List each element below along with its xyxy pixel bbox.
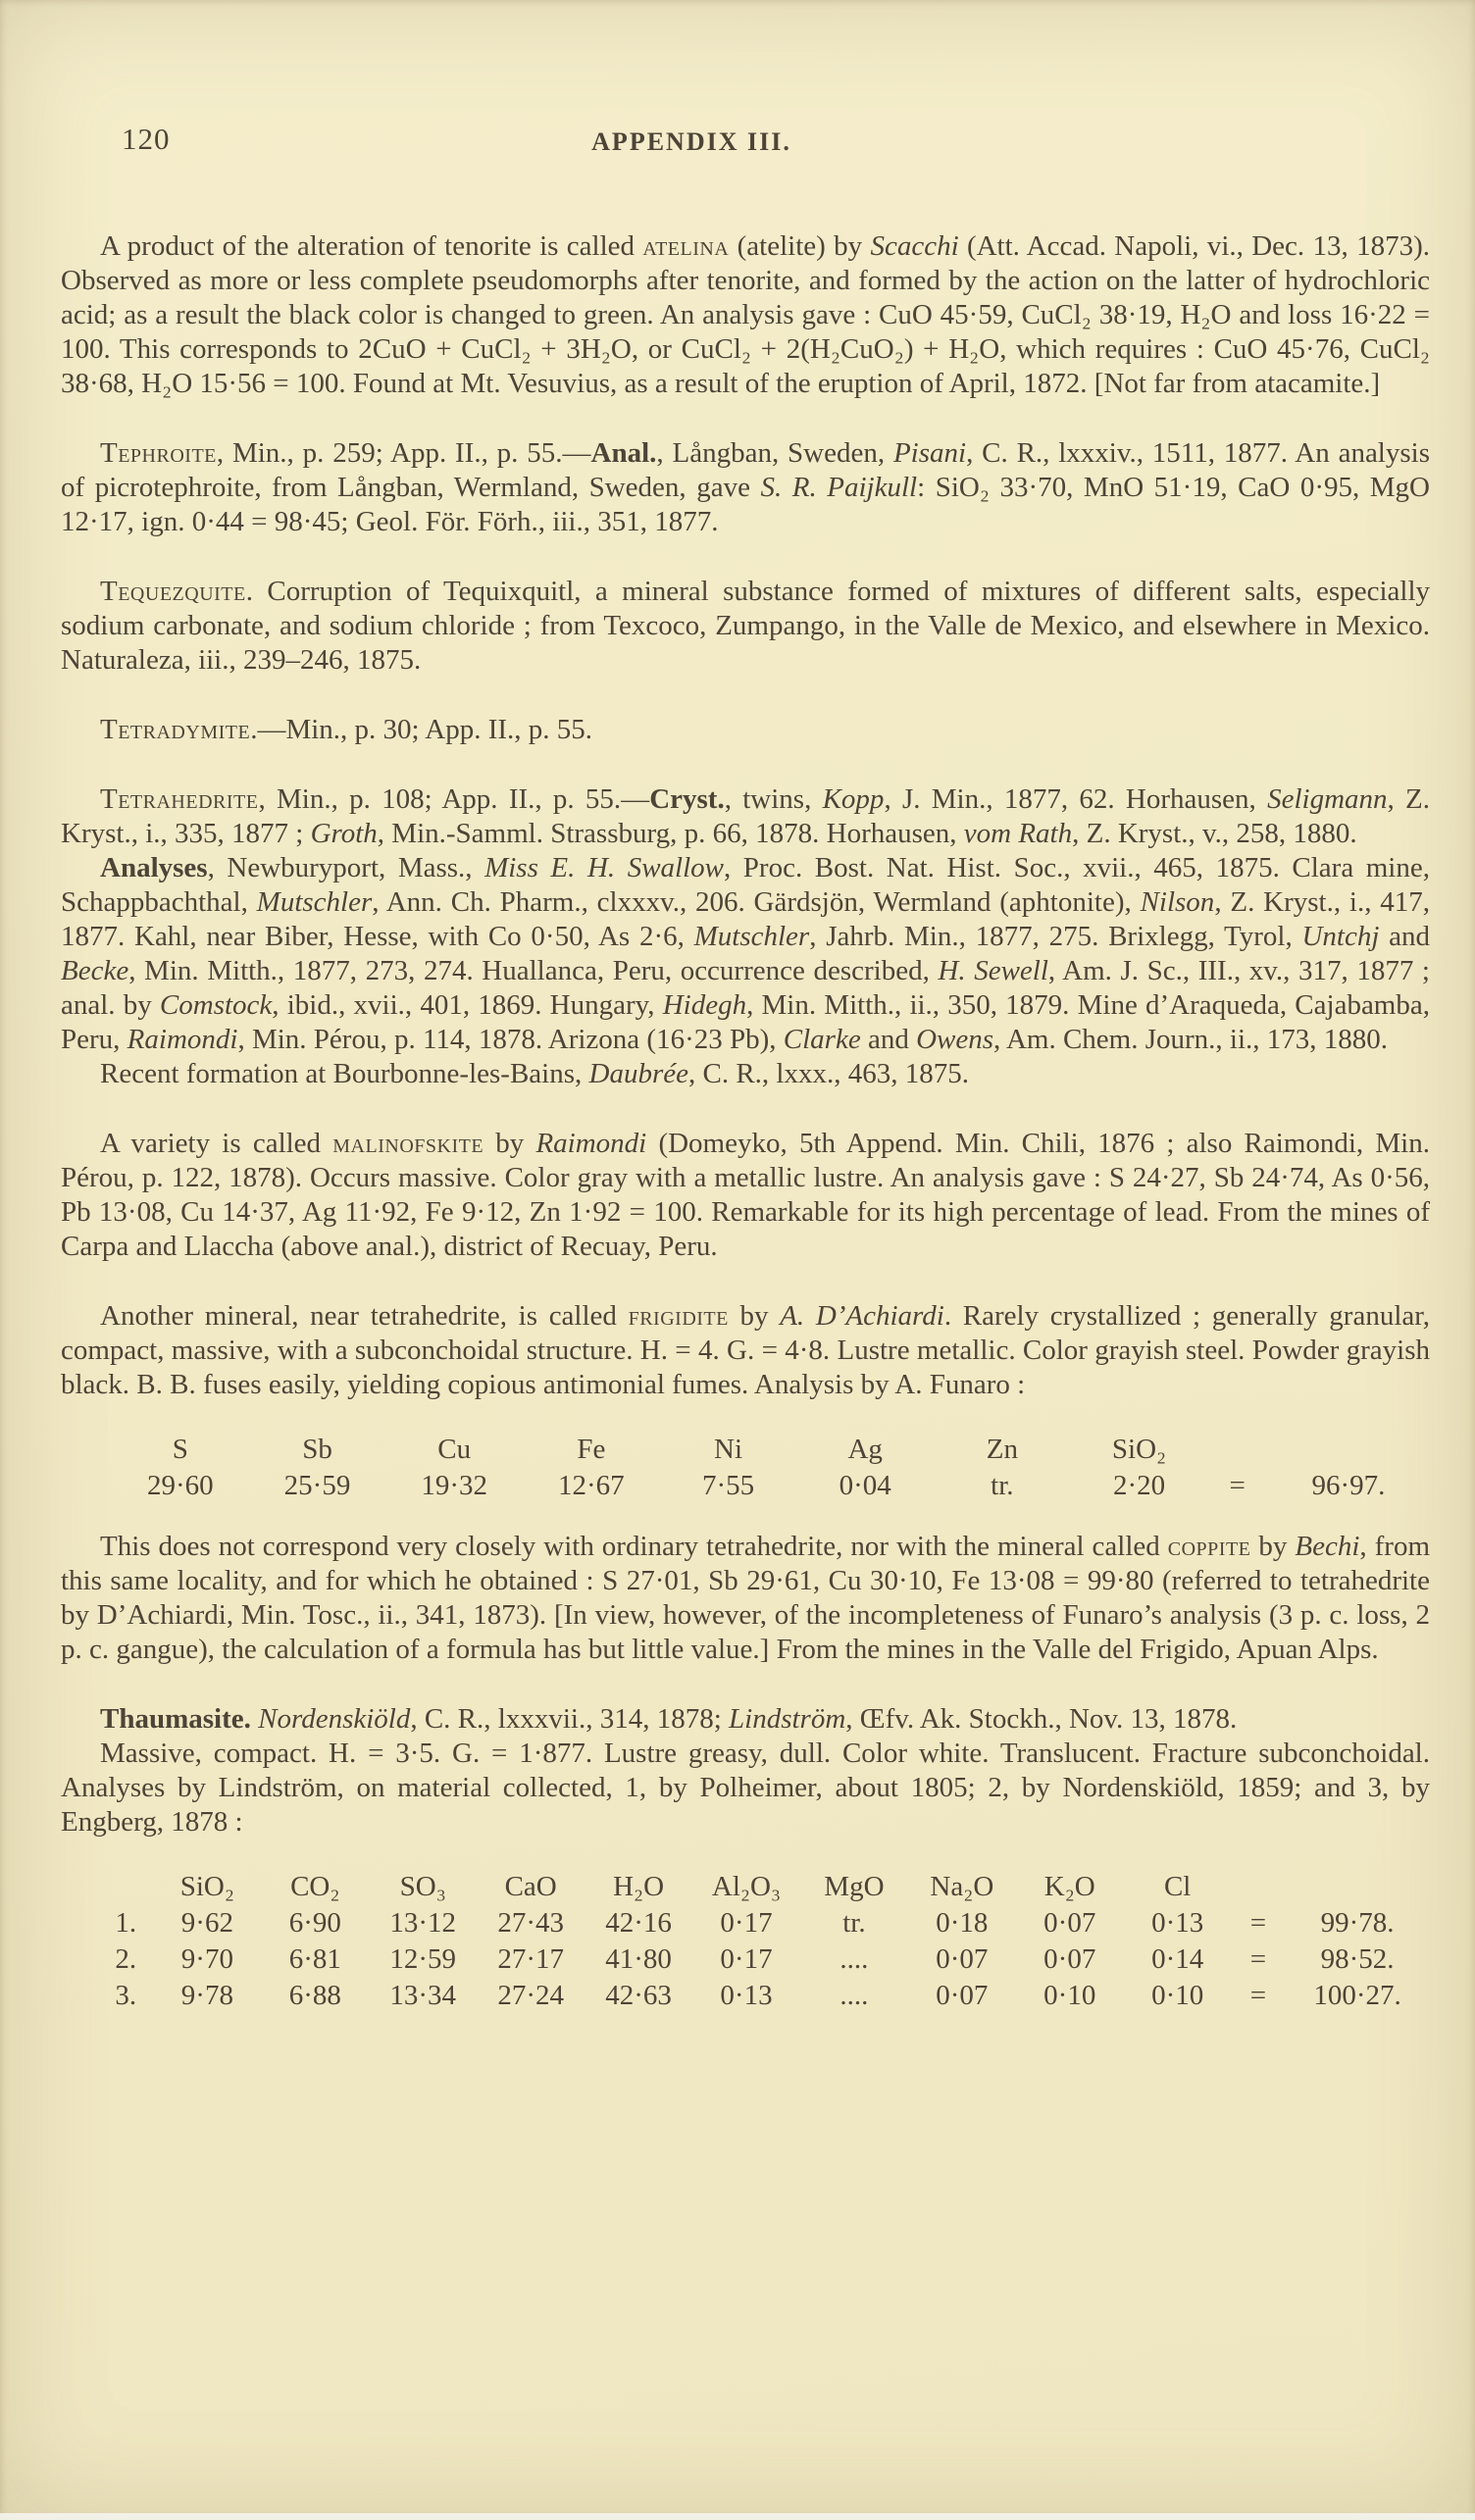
table-header-spacer xyxy=(98,1869,153,1905)
table-equals-sign: = xyxy=(1249,1907,1267,1939)
table-row xyxy=(98,1978,1430,2014)
table-cell: 6·81 xyxy=(288,1943,341,1975)
table-cell: 27·24 xyxy=(497,1980,564,2011)
table-header-cell: Zn xyxy=(986,1434,1018,1465)
table-total-cell: 98·52. xyxy=(1320,1943,1395,1975)
table-equals-sign: = xyxy=(1229,1470,1246,1501)
para-tetrahedrite: Tetrahedrite, Min., p. 108; App. II., p. 55.—Cryst., twins, Kopp, J. Min., 1877, 62. Horhausen, Seligmann, Z. Kryst., i., 335, 1877 ; Groth, Min.-Samml. Strassburg, p. 66, 1878. Horhausen, vom Rath, Z. Kryst., v., 258, 1880. xyxy=(61,783,1431,849)
table-cell: 9·78 xyxy=(180,1980,233,2011)
table-cell: 7·55 xyxy=(701,1470,755,1501)
table-header-cell: S xyxy=(172,1434,188,1465)
table-row xyxy=(98,1941,1430,1978)
table-header-spacer xyxy=(1207,1432,1267,1468)
table-cell: 0·07 xyxy=(1043,1943,1096,1975)
table-total-cell: 99·78. xyxy=(1320,1907,1395,1939)
table-header-spacer xyxy=(1267,1432,1430,1468)
page-header xyxy=(61,0,1430,165)
running-head: APPENDIX III. xyxy=(591,127,791,156)
table-header-cell: Fe xyxy=(577,1434,606,1465)
table-header-cell: CO₂ xyxy=(290,1871,340,1902)
table-header-cell: Ni xyxy=(714,1434,743,1465)
para-tephroite: Tephroite, Min., p. 259; App. II., p. 55.—Anal., Långban, Sweden, Pisani, C. R., lxxxiv., 1511, 1877. An analysis of picrotephroite, from Långban, Wermland, Sweden, gave S. R. Paijkull: SiO₂ 33·70, MnO 51·19, CaO 0·95, MgO 12·17, ign. 0·44 = 98·45; Geol. För. Förh., iii., 351, 1877. xyxy=(61,437,1430,537)
table-header-cell: Na₂O xyxy=(930,1871,994,1902)
table-cell: 0·07 xyxy=(936,1943,989,1975)
table-cell: 0·13 xyxy=(720,1980,773,2011)
table-total-cell: 100·27. xyxy=(1313,1980,1401,2011)
table-total-cell: 96·97. xyxy=(1311,1470,1386,1501)
table-row xyxy=(98,1905,1430,1941)
table-value-row xyxy=(112,1468,1430,1504)
para-thaumasite-desc: Massive, compact. H. = 3·5. G. = 1·877. Lustre greasy, dull. Color white. Translucent. Fracture subconchoidal. Analyses by Lindström, on material collected, 1, by Polheimer, about 1805; 2, by Nordenskiöld, 1859; and 3, by Engberg, 1878 : xyxy=(61,1738,1430,1838)
table-header-cell: SO₃ xyxy=(399,1871,446,1902)
para-tetrahedrite-analyses: Analyses, Newburyport, Mass., Miss E. H. Swallow, Proc. Bost. Nat. Hist. Soc., xvii., 465, 1875. Clara mine, Schappbachthal, Mutschler, Ann. Ch. Pharm., clxxxv., 206. Gärdsjön, Wermland (aphtonite), Nilson, Z. Kryst., i., 417, 1877. Kahl, near Biber, Hesse, with Co 0·50, As 2·6, Mutschler, Jahrb. Min., 1877, 275. Brixlegg, Tyrol, Untchj and Becke, Min. Mitth., 1877, 273, 274. Huallanca, Peru, occurrence described, H. Sewell, Am. J. Sc., III., xv., 317, 1877 ; anal. by Comstock, ibid., xvii., 401, 1869. Hungary, Hidegh, Min. Mitth., ii., 350, 1879. Mine d’Araqueda, Cajabamba, Peru, Raimondi, Min. Pérou, p. 114, 1878. Arizona (16·23 Pb), Clarke and Owens, Am. Chem. Journ., ii., 173, 1880. xyxy=(61,852,1431,1055)
table-header-cell: Cl xyxy=(1163,1871,1192,1902)
table-cell: 19·32 xyxy=(421,1470,488,1501)
table-cell: 0·17 xyxy=(720,1907,773,1939)
para-coppite: This does not correspond very closely with ordinary tetrahedrite, nor with the mineral called coppite by Bechi, from this same locality, and for which he obtained : S 27·01, Sb 29·61, Cu 30·10, Fe 13·08 = 99·80 (referred to tetrahedrite by D’Achiardi, Min. Tosc., ii., 341, 1873). [In view, however, of the incompleteness of Funaro’s analysis (3 p. c. loss, 2 p. c. gangue), the calculation of a formula has but little value.] From the mines in the Valle del Frigido, Apuan Alps. xyxy=(61,1531,1431,1665)
para-bourbonne: Recent formation at Bourbonne-les-Bains, Daubrée, C. R., lxxx., 463, 1875. xyxy=(100,1058,969,1089)
table-cell: 27·43 xyxy=(497,1907,564,1939)
table-cell: 42·16 xyxy=(605,1907,672,1939)
para-tetradymite: Tetradymite.—Min., p. 30; App. II., p. 55. xyxy=(100,714,593,745)
table-cell: 42·63 xyxy=(605,1980,672,2011)
lindstrom-analyses-table xyxy=(61,1869,1430,2014)
table-cell: tr. xyxy=(842,1907,866,1939)
para-malinofskite: A variety is called malinofskite by Raimondi (Domeyko, 5th Append. Min. Chili, 1876 ; also Raimondi, Min. Pérou, p. 122, 1878). Occurs massive. Color gray with a metallic lustre. An analysis gave : S 24·27, Sb 24·74, As 0·56, Pb 13·08, Cu 14·37, Ag 11·92, Fe 9·12, Zn 1·92 = 100. Remarkable for its high percentage of lead. From the mines of Carpa and Llaccha (above anal.), district of Recuay, Peru. xyxy=(61,1128,1430,1262)
table-header-cell: Sb xyxy=(302,1434,332,1465)
table-header-row xyxy=(98,1869,1430,1905)
table-header-cell: H₂O xyxy=(613,1871,665,1902)
table-equals-sign: = xyxy=(1249,1980,1267,2011)
table-cell: tr. xyxy=(991,1470,1014,1501)
row-label: 1. xyxy=(115,1907,137,1939)
table-cell: 9·62 xyxy=(180,1907,233,1939)
table-header-row xyxy=(112,1432,1430,1468)
table-cell: 2·20 xyxy=(1112,1470,1166,1501)
table-cell: 9·70 xyxy=(180,1943,233,1975)
table-cell: 12·59 xyxy=(389,1943,457,1975)
table-cell: 0·10 xyxy=(1151,1980,1204,2011)
table-cell: 0·18 xyxy=(936,1907,989,1939)
table-cell: 12·67 xyxy=(558,1470,625,1501)
page-number: 120 xyxy=(122,122,171,156)
table-cell: 0·07 xyxy=(1043,1907,1096,1939)
table-cell: 0·17 xyxy=(720,1943,773,1975)
table-cell: 6·88 xyxy=(288,1980,341,2011)
table-cell: 13·12 xyxy=(389,1907,457,1939)
table-equals-sign: = xyxy=(1249,1943,1267,1975)
para-frigidite: Another mineral, near tetrahedrite, is called frigidite by A. D’Achiardi. Rarely crystallized ; generally granular, compact, massive, with a subconchoidal structure. H. = 4. G. = 4·8. Lustre metallic. Color grayish steel. Powder grayish black. B. B. fuses easily, yielding copious antimonial fumes. Analysis by A. Funaro : xyxy=(61,1300,1430,1400)
table-cell: .... xyxy=(839,1943,869,1975)
table-header-spacer xyxy=(1232,1869,1285,1905)
table-header-cell: MgO xyxy=(824,1871,885,1902)
table-header-cell: K₂O xyxy=(1043,1871,1095,1902)
row-label: 3. xyxy=(115,1980,137,2011)
table-cell: 13·34 xyxy=(389,1980,457,2011)
row-label: 2. xyxy=(115,1943,137,1975)
table-cell: 0·14 xyxy=(1151,1943,1204,1975)
table-cell: 0·07 xyxy=(936,1980,989,2011)
table-cell: 0·04 xyxy=(839,1470,891,1501)
table-cell: 0·13 xyxy=(1151,1907,1204,1939)
table-header-cell: Al₂O₃ xyxy=(711,1871,782,1902)
table-header-cell: CaO xyxy=(504,1871,557,1902)
table-header-cell: Cu xyxy=(437,1434,472,1465)
table-cell: .... xyxy=(839,1980,869,2011)
table-header-spacer xyxy=(1285,1869,1430,1905)
table-cell: 41·80 xyxy=(605,1943,672,1975)
table-header-cell: Ag xyxy=(847,1434,883,1465)
funaro-analysis-table xyxy=(61,1432,1430,1504)
table-cell: 0·10 xyxy=(1043,1980,1096,2011)
table-header-cell: SiO₂ xyxy=(1111,1434,1167,1465)
para-thaumasite: Thaumasite. Nordenskiöld, C. R., lxxxvii., 314, 1878; Lindström, Œfv. Ak. Stockh., Nov. 13, 1878. xyxy=(100,1703,1238,1735)
table-cell: 27·17 xyxy=(497,1943,564,1975)
table-cell: 29·60 xyxy=(147,1470,214,1501)
table-header-cell: SiO₂ xyxy=(179,1871,234,1902)
table-cell: 6·90 xyxy=(288,1907,341,1939)
para-tequezquite: Tequezquite. Corruption of Tequixquitl, a mineral substance formed of mixtures of different salts, especially sodium carbonate, and sodium chloride ; from Texcoco, Zumpango, in the Valle de Mexico, and elsewhere in Mexico. Naturaleza, iii., 239–246, 1875. xyxy=(61,576,1430,676)
para-atelina: A product of the alteration of tenorite is called atelina (atelite) by Scacchi (Att. Accad. Napoli, vi., Dec. 13, 1873). Observed as more or less complete pseudomorphs after tenorite, and formed by the action on the latter of hydrochloric acid; as a result the black color is changed to green. An analysis gave : CuO 45·59, CuCl₂ 38·19, H₂O and loss 16·22 = 100. This corresponds to 2CuO + CuCl₂ + 3H₂O, or CuCl₂ + 2(H₂CuO₂) + H₂O, which requires : CuO 45·76, CuCl₂ 38·68, H₂O 15·56 = 100. Found at Mt. Vesuvius, as a result of the eruption of April, 1872. [Not far from atacamite.] xyxy=(61,230,1430,399)
table-cell: 25·59 xyxy=(283,1470,351,1501)
